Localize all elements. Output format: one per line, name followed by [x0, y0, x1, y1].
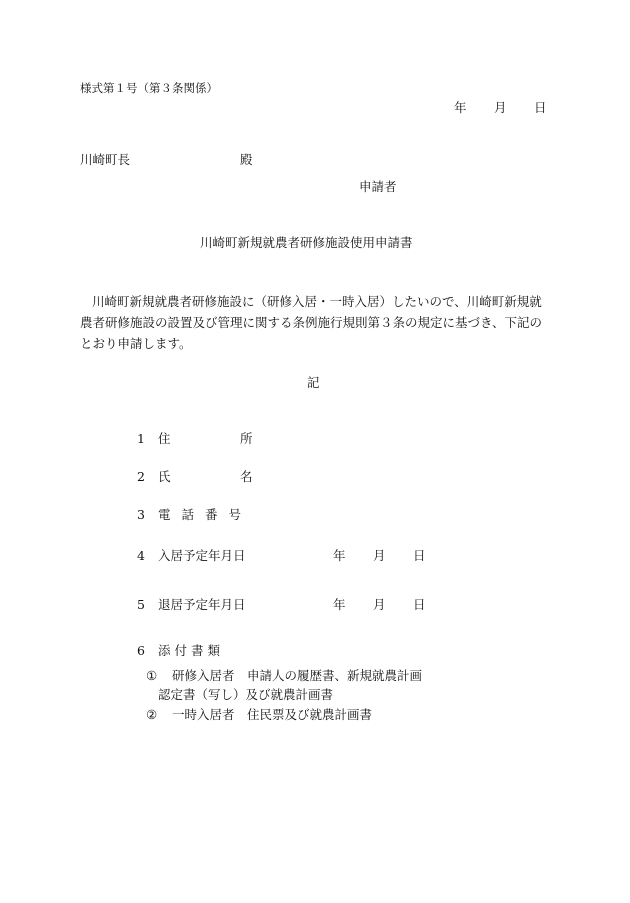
item-number-phone: 3 — [137, 507, 145, 522]
attachment-text-continuation: 認定書（写し）及び就農計画書 — [158, 687, 334, 702]
attachment-mark: ② — [146, 707, 158, 722]
addressee-name: 川崎町長 — [80, 152, 131, 167]
attachment-mark: ① — [146, 668, 158, 683]
move-out-year: 年 — [333, 597, 346, 612]
attachments-label: 添付書類 — [158, 643, 225, 658]
move-in-date-label: 入居予定年月日 — [158, 548, 246, 563]
header-date-month: 月 — [494, 100, 507, 115]
attachment-text: 一時入居者 住民票及び就農計画書 — [172, 707, 373, 722]
move-out-date-label: 退居予定年月日 — [158, 597, 246, 612]
name-label-second: 名 — [240, 469, 253, 484]
header-date-year: 年 — [454, 100, 467, 115]
item-number-move-in: 4 — [137, 548, 145, 563]
item-number-address: 1 — [137, 431, 145, 446]
body-paragraph: 川崎町新規就農者研修施設に（研修入居・一時入居）したいので、川崎町新規就農者研修施設の設置及び管理に関する条例施行規則第３条の規定に基づき、下記のとおり申請します。 — [80, 294, 543, 351]
move-in-day: 日 — [413, 548, 426, 563]
item-number-move-out: 5 — [137, 597, 145, 612]
phone-label: 電話番号 — [158, 507, 253, 522]
move-in-month: 月 — [373, 548, 386, 563]
document-title: 川崎町新規就農者研修施設使用申請書 — [200, 235, 413, 250]
item-number-attachments: 6 — [137, 643, 145, 658]
form-number: 様式第１号（第３条関係） — [80, 81, 218, 95]
move-out-day: 日 — [413, 597, 426, 612]
applicant-label: 申請者 — [359, 179, 397, 194]
move-out-month: 月 — [373, 597, 386, 612]
name-label-first: 氏 — [158, 469, 171, 484]
address-label-first: 住 — [158, 431, 171, 446]
addressee-honorific: 殿 — [240, 152, 253, 167]
header-date-day: 日 — [534, 100, 547, 115]
move-in-year: 年 — [333, 548, 346, 563]
item-number-name: 2 — [137, 469, 145, 484]
ki-heading: 記 — [307, 375, 320, 390]
attachment-text: 研修入居者 申請人の履歴書、新規就農計画 — [172, 668, 423, 683]
address-label-second: 所 — [240, 431, 253, 446]
